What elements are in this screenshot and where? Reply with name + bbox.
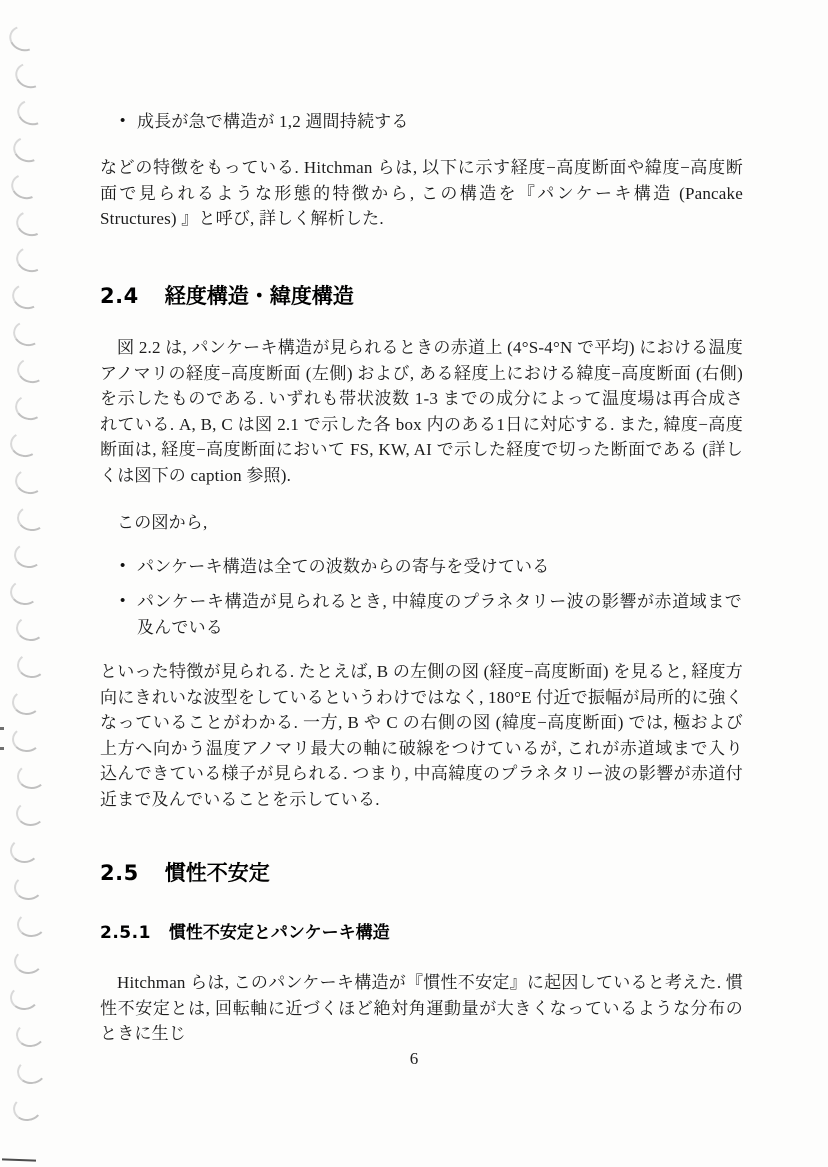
binder-hole bbox=[12, 726, 42, 752]
section-title: 経度構造・緯度構造 bbox=[164, 284, 354, 308]
binder-hole bbox=[7, 429, 40, 459]
bullet-icon bbox=[120, 589, 134, 615]
binder-hole bbox=[10, 133, 46, 166]
binder-hole bbox=[16, 801, 45, 827]
section-2-4-heading bbox=[100, 283, 743, 309]
binder-hole bbox=[9, 281, 43, 313]
binder-hole bbox=[17, 911, 47, 937]
binder-hole bbox=[14, 948, 44, 974]
binder-hole bbox=[15, 615, 46, 643]
scan-artifact bbox=[0, 747, 4, 750]
binder-hole bbox=[14, 244, 49, 276]
binder-hole bbox=[8, 170, 43, 203]
binder-hole bbox=[14, 874, 43, 900]
scan-artifact bbox=[0, 727, 4, 730]
page-number: 6 bbox=[409, 1049, 419, 1068]
binder-ring-holes bbox=[0, 0, 60, 1167]
section-2-5-paragraph: Hitchman らは, このパンケーキ構造が『慣性不安定』に起因していると考えた. 慣性不安定とは, 回転軸に近づくほど絶対角運動量が大きくなっているような分布のときに生じ bbox=[100, 973, 743, 1044]
intro-paragraph: などの特徴をもっている. Hitchman らは, 以下に示す経度−高度断面や緯度−高度断面で見られるような形態的特徴から, この構造を『パンケーキ構造 (Pancake Structures) 』と呼び, 詳しく解析した. bbox=[100, 158, 743, 229]
binder-hole bbox=[14, 96, 50, 129]
list-item bbox=[120, 589, 742, 640]
section-2-4-paragraph: 図 2.2 は, パンケーキ構造が見られるときの赤道上 (4°S-4°N で平均) における温度アノマリの経度−高度断面 (左側) および, ある経度上における緯度−高度断面 (右側) を示したものである. いずれも帯状波数 1-3 までの成分によって温度場は再合成されている. A, B, C は図 2.1 で示した各 box 内のある1日に対応する. また, 緯度−高度断面は, 経度−高度断面において FS, KW, AI で示した経度で切った断面である (詳しくは図下の caption 参照). bbox=[100, 338, 743, 485]
subsection-2-5-1-heading bbox=[100, 922, 743, 944]
binder-hole bbox=[10, 318, 44, 349]
binder-hole bbox=[13, 392, 47, 422]
section-title: 慣性不安定 bbox=[164, 861, 270, 885]
binder-hole bbox=[13, 207, 48, 239]
section-number: 2.4 bbox=[100, 284, 139, 308]
binder-hole bbox=[9, 984, 40, 1011]
binder-hole bbox=[16, 764, 46, 790]
list-item-text: パンケーキ構造が見られるとき, 中緯度のプラネタリー波の影響が赤道域まで及んでいる bbox=[137, 592, 742, 637]
binder-hole bbox=[10, 838, 39, 863]
binder-hole bbox=[13, 466, 46, 496]
binder-hole bbox=[11, 1094, 43, 1122]
bullet-icon bbox=[120, 554, 134, 580]
binder-hole bbox=[15, 504, 48, 533]
list-item bbox=[120, 554, 742, 580]
list-item-text: パンケーキ構造は全ての波数からの寄与を受けている bbox=[137, 557, 550, 576]
subsection-title: 慣性不安定とパンケーキ構造 bbox=[168, 923, 390, 943]
list-item-text: 成長が急で構造が 1,2 週間持続する bbox=[137, 112, 409, 131]
bullet-icon bbox=[120, 109, 134, 135]
list-item bbox=[120, 109, 742, 135]
binder-hole bbox=[16, 652, 47, 679]
binder-hole bbox=[16, 1058, 47, 1086]
binder-hole bbox=[5, 21, 41, 55]
binder-hole bbox=[9, 578, 41, 606]
binder-hole bbox=[15, 1021, 46, 1048]
subsection-number: 2.5.1 bbox=[100, 923, 151, 943]
binder-hole bbox=[11, 689, 42, 716]
binder-hole bbox=[11, 59, 47, 93]
binder-hole bbox=[12, 541, 44, 570]
section-number: 2.5 bbox=[100, 861, 139, 885]
binder-hole bbox=[14, 355, 48, 386]
section-2-5-heading bbox=[100, 860, 743, 886]
section-2-4-discussion-paragraph: といった特徴が見られる. たとえば, B の左側の図 (経度−高度断面) を見ると, 経度方向にきれいな波型をしているというわけではなく, 180°E 付近で振幅が局所的に強くなっていることがわかる. 一方, B や C の右側の図 (緯度−高度断面) では, 極および上方へ向かう温度アノマリ最大の軸に破線をつけているが, これが赤道域まで入り込んできている様子が見られる. つまり, 中高緯度のプラネタリー波の影響が赤道付近まで及んでいることを示している. bbox=[100, 662, 743, 809]
figure-intro-line: この図から, bbox=[117, 513, 208, 532]
